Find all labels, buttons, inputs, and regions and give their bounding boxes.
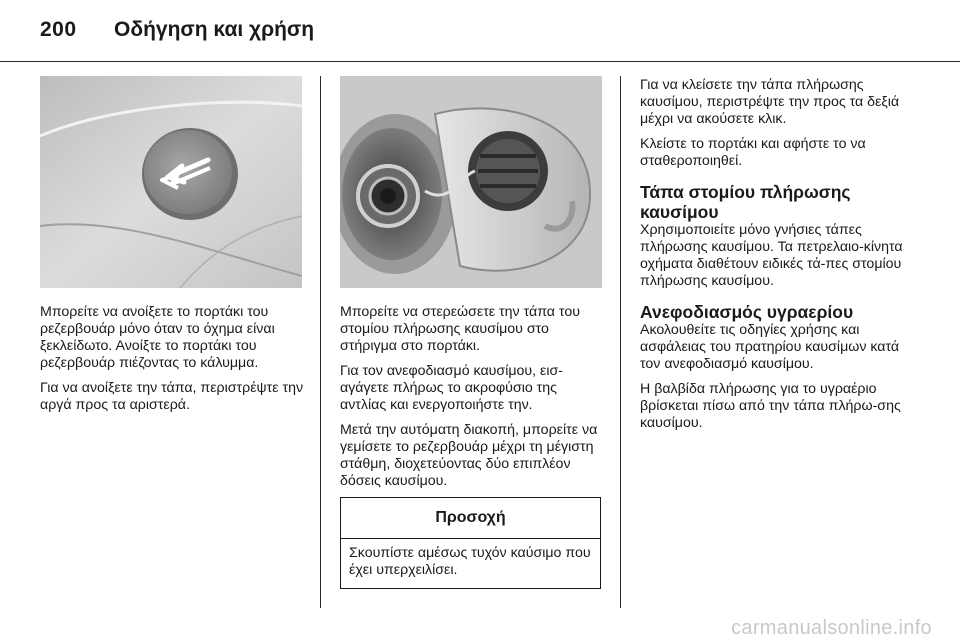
section-title: Οδήγηση και χρήση — [114, 18, 315, 41]
watermark: carmanualsonline.info — [731, 617, 932, 639]
right-column — [640, 77, 918, 440]
heading-fuel-cap: Τάπα στομίου πλήρωσης καυσίμου — [640, 182, 851, 222]
left-column — [40, 304, 312, 422]
paragraph: Ακολουθείτε τις οδηγίες χρήσης και ασφάλειας του πρατηρίου καυσίμων κατά τον ανεφοδιασμό καυσίμου. — [640, 322, 900, 372]
paragraph: Μπορείτε να ανοίξετε το πορτάκι του ρεζερβουάρ μόνο όταν το όχημα είναι ξεκλείδωτο. Ανοίξτε το πορτάκι του ρεζερβουάρ πιέζοντας το κάλυμμα. — [40, 304, 275, 371]
paragraph: Για να κλείσετε την τάπα πλήρωσης καυσίμου, περιστρέψτε την προς τα δεξιά μέχρι να ακούσετε κλικ. — [640, 77, 900, 127]
paragraph: Για να ανοίξετε την τάπα, περιστρέψτε την αργά προς τα αριστερά. — [40, 380, 304, 413]
caution-box — [340, 497, 601, 589]
paragraph: Η βαλβίδα πλήρωσης για το υγραέριο βρίσκεται πίσω από την τάπα πλήρω-σης καυσίμου. — [640, 381, 901, 431]
paragraph: Μπορείτε να στερεώσετε την τάπα του στομίου πλήρωσης καυσίμου στο στήριγμα στο πορτάκι. — [340, 304, 580, 354]
column-divider-1 — [320, 76, 321, 608]
paragraph: Για τον ανεφοδιασμό καυσίμου, εισ-αγάγετε πλήρως το ακροφύσιο της αντλίας και ενεργοποιήστε την. — [340, 363, 564, 413]
paragraph: Μετά την αυτόματη διακοπή, μπορείτε να γεμίσετε το ρεζερβουάρ μέχρι τη μέγιστη στάθμη, διοχετεύοντας δύο επιπλέον δόσεις καυσίμου. — [340, 422, 598, 489]
heading-lpg-refuelling: Ανεφοδιασμός υγραερίου — [640, 302, 854, 322]
caution-text: Σκουπίστε αμέσως τυχόν καύσιμο που έχει υπερχειλίσει. — [349, 545, 591, 578]
caution-title: Προσοχή — [341, 498, 600, 539]
paragraph: Κλείστε το πορτάκι και αφήστε το να σταθεροποιηθεί. — [640, 136, 866, 169]
header-rule — [0, 61, 960, 62]
fuel-door-illustration — [40, 76, 302, 288]
paragraph: Χρησιμοποιείτε μόνο γνήσιες τάπες πλήρωσης καυσίμου. Τα πετρελαιο-κίνητα οχήματα διαθέτουν ειδικές τά-πες στομίου πλήρωσης καυσίμου. — [640, 222, 903, 289]
page-number: 200 — [40, 18, 77, 41]
middle-column — [340, 304, 606, 498]
fuel-cap-illustration — [340, 76, 602, 288]
column-divider-2 — [620, 76, 621, 608]
